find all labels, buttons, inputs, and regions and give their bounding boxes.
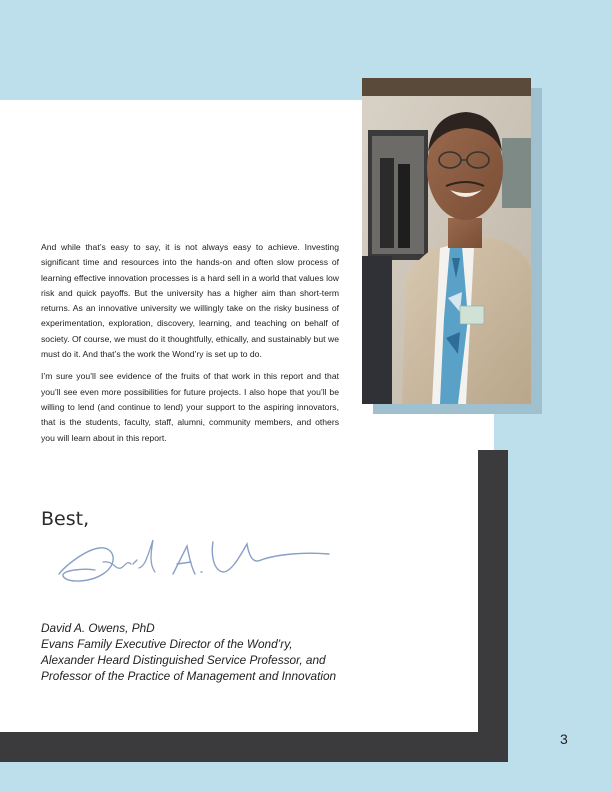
letter-body bbox=[41, 240, 339, 453]
letter-closing: Best, bbox=[41, 508, 90, 530]
body-paragraph-2: I’m sure you’ll see evidence of the fruits of that work in this report and that you’ll see even more possibilities for future projects. I also hope that you’ll be willing to lend (and continue to lend) your support to the aspiring innovators, that is the students, faculty, staff, alumni, community members, and others you will learn about in this report. bbox=[41, 371, 339, 443]
body-paragraph-1: And while that’s easy to say, it is not always easy to achieve. Investing significant time and resources into the hands-on and often slow process of learning effective innovation processes is a hard sell in a world that values low risk and quick payoffs. But the university has a higher aim than short-term returns. As an innovative university we willingly take on the risky business of experimentation, exploration, discovery, learning, and teaching on behalf of society. Of course, we must do it thoughtfully, ethically, and sustainably but we must do it. And that’s the work the Wond’ry is set up to do. bbox=[41, 242, 339, 360]
signatory-title-2: Alexander Heard Distinguished Service Professor, and bbox=[41, 653, 326, 667]
page-number: 3 bbox=[560, 731, 568, 747]
signatory-title-3: Professor of the Practice of Management and Innovation bbox=[41, 669, 337, 683]
signatory-title-1: Evans Family Executive Director of the Wond’ry, bbox=[41, 637, 293, 651]
decorative-dark-bar-vertical bbox=[478, 450, 508, 762]
signatory-block bbox=[41, 620, 371, 684]
portrait-photo bbox=[362, 78, 531, 404]
signatory-name: David A. Owens, PhD bbox=[41, 621, 155, 635]
decorative-dark-bar-horizontal bbox=[0, 732, 508, 762]
handwritten-signature bbox=[55, 530, 335, 592]
